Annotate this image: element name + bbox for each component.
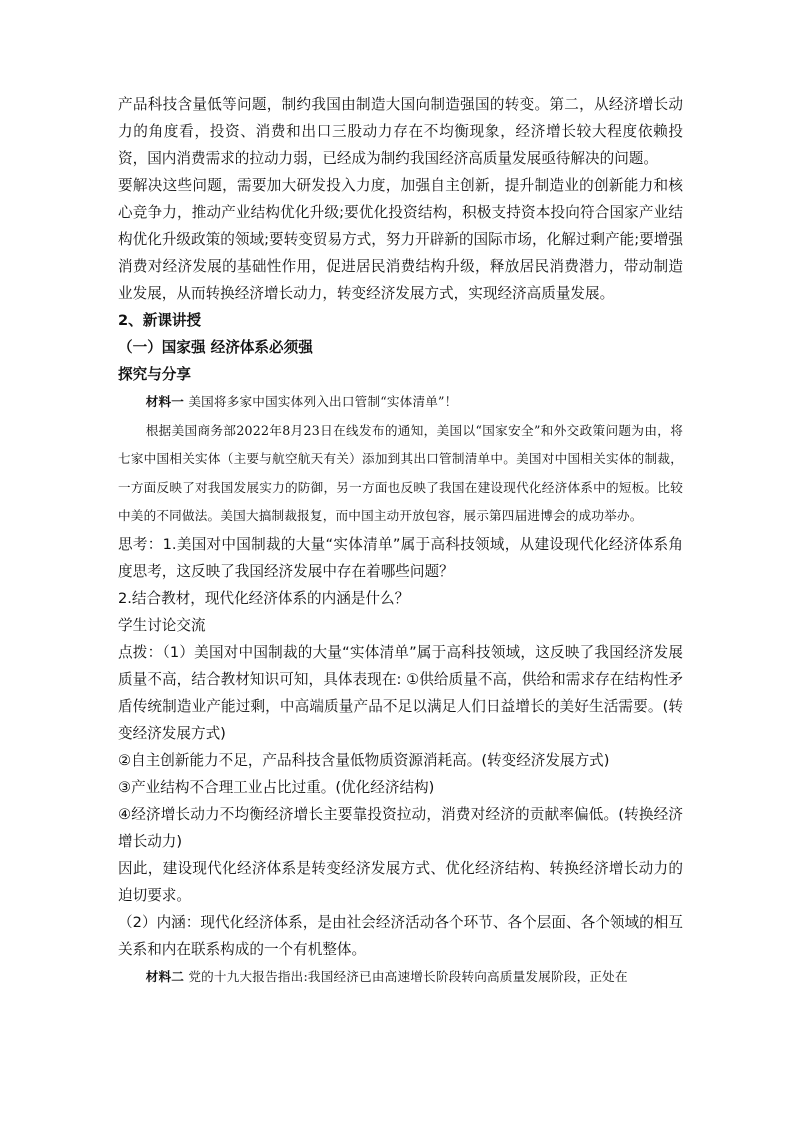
- material-two: [118, 963, 683, 992]
- material-two-body: 党的十九大报告指出:我国经济已由高速增长阶段转向高质量发展阶段，正处在: [188, 968, 628, 984]
- material-one-body: 根据美国商务部2022年8月23日在线发布的通知，美国以“国家安全”和外交政策问题为由，将七家中国相关实体（主要与航空航天有关）添加到其出口管制清单中。美国对中国相关实体的制裁，一方面反映了对我国发展实力的防御，另一方面也反映了我国在建设现代化经济体系中的短板。比较中美的不同做法。美国大搞制裁报复，而中国主动开放包容，展示第四届进博会的成功举办。: [118, 422, 683, 523]
- material-two-label: 材料二: [145, 968, 185, 984]
- connotation-paragraph: （2）内涵：现代化经济体系，是由社会经济活动各个环节、各个层面、各个领域的相互关系和内在联系构成的一个有机整体。: [118, 913, 683, 958]
- guide-point-four: ④经济增长动力不均衡经济增长主要靠投资拉动，消费对经济的贡献率偏低。(转换经济增长动力): [118, 805, 683, 850]
- material-one-headline: [118, 388, 683, 417]
- guide-point-one: 点拨：（1）美国对中国制裁的大量“实体清单”属于高科技领域，这反映了我国经济发展质量不高，结合教材知识可知，具体表现在: ①供给质量不高，供给和需求存在结构性矛盾传统制造业产能过剩，中高端质量产品不足以满足人们日益增长的美好生活需要。(转变经济发展方式): [118, 643, 683, 742]
- paragraph-economic-problems: 产品科技含量低等问题，制约我国由制造大国向制造强国的转变。第二，从经济增长动力的角度看，投资、消费和出口三股动力存在不均衡现象，经济增长较大程度依赖投资，国内消费需求的拉动力弱，已经成为制约我国经济高质量发展亟待解决的问题。: [118, 96, 683, 167]
- explore-share-heading: 探究与分享: [118, 366, 191, 383]
- material-one-headline-text: 美国将多家中国实体列入出口管制“实体清单”！: [188, 394, 458, 409]
- subsection-title-strong-nation: （一）国家强 经济体系必须强: [118, 339, 313, 356]
- think-question-one: 思考：1.美国对中国制裁的大量“实体清单”属于高科技领域，从建设现代化经济体系角度思考，这反映了我国经济发展中存在着哪些问题？: [118, 535, 683, 580]
- paragraph-solutions: 要解决这些问题，需要加大研发投入力度，加强自主创新，提升制造业的创新能力和核心竞争力，推动产业结构优化升级;要优化投资结构，积极支持资本投向符合国家产业结构优化升级政策的领域;要转变贸易方式，努力开辟新的国际市场，化解过剩产能;要增强消费对经济发展的基础性作用，促进居民消费结构升级，释放居民消费潜力，带动制造业发展，从而转换经济增长动力，转变经济发展方式，实现经济高质量发展。: [118, 177, 683, 302]
- student-discussion: 学生讨论交流: [118, 616, 206, 634]
- conclusion-paragraph: 因此，建设现代化经济体系是转变经济发展方式、优化经济结构、转换经济增长动力的迫切要求。: [118, 859, 683, 904]
- think-question-two: 2.结合教材，现代化经济体系的内涵是什么？: [118, 589, 410, 607]
- document-page: [118, 91, 683, 991]
- guide-point-three: ③产业结构不合理工业占比过重。(优化经济结构): [118, 778, 435, 796]
- section-title-new-lesson: 2、新课讲授: [118, 312, 202, 329]
- guide-point-two: ②自主创新能力不足，产品科技含量低物质资源消耗高。(转变经济发展方式): [118, 751, 610, 769]
- material-one-label: 材料一: [145, 394, 185, 409]
